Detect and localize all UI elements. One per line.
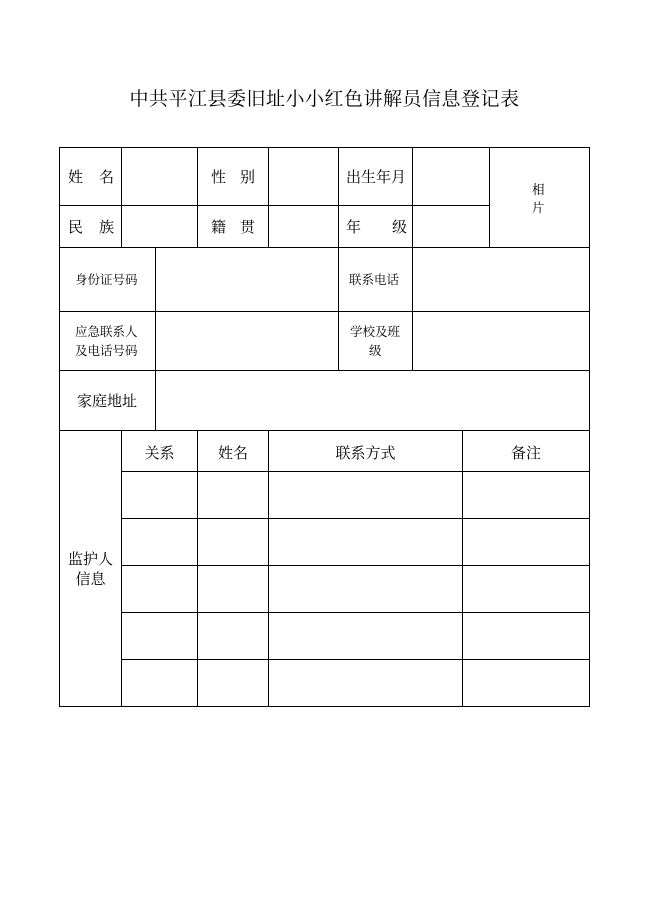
guardian-remarks-cell[interactable] <box>463 566 589 612</box>
home-address-label: 家庭地址 <box>77 392 138 410</box>
photo-label-1: 相 <box>532 182 545 197</box>
guardian-section-label-2: 信息 <box>75 570 106 588</box>
guardian-remarks-cell[interactable] <box>463 660 589 706</box>
guardian-contact-cell[interactable] <box>269 660 462 706</box>
phone-label: 联系电话 <box>349 272 400 287</box>
guardian-section-label <box>60 549 121 589</box>
form-title: 中共平江县委旧址小小红色讲解员信息登记表 <box>129 88 520 110</box>
emergency-contact-field[interactable] <box>156 312 338 370</box>
ethnicity-label-1: 民 <box>68 218 84 236</box>
guardian-relation-cell[interactable] <box>122 566 197 612</box>
guardian-name-cell[interactable] <box>198 472 268 518</box>
guardian-name-cell[interactable] <box>198 519 268 565</box>
school-class-label-1: 学校及班 <box>350 324 401 339</box>
phone-field[interactable] <box>413 248 589 311</box>
guardian-remarks-cell[interactable] <box>463 472 589 518</box>
school-class-field[interactable] <box>413 312 589 370</box>
id-number-label: 身份证号码 <box>75 272 138 287</box>
guardian-contact-cell[interactable] <box>269 519 462 565</box>
ethnicity-field[interactable] <box>122 206 197 247</box>
native-place-label-1: 籍 <box>211 218 227 236</box>
guardian-contact-cell[interactable] <box>269 566 462 612</box>
guardian-name-cell[interactable] <box>198 613 268 659</box>
gender-field[interactable] <box>269 148 338 205</box>
guardian-col-contact: 联系方式 <box>335 444 396 462</box>
guardian-name-cell[interactable] <box>198 566 268 612</box>
grade-label-2: 级 <box>392 218 408 236</box>
guardian-name-cell[interactable] <box>198 660 268 706</box>
school-class-label-2: 级 <box>369 343 382 358</box>
guardian-remarks-cell[interactable] <box>463 519 589 565</box>
birth-field[interactable] <box>413 148 489 205</box>
guardian-relation-cell[interactable] <box>122 519 197 565</box>
grade-label-1: 年 <box>346 218 362 236</box>
guardian-contact-cell[interactable] <box>269 613 462 659</box>
emergency-contact-label-2: 及电话号码 <box>75 343 138 358</box>
gender-label-1: 性 <box>211 168 227 186</box>
guardian-relation-cell[interactable] <box>122 660 197 706</box>
guardian-relation-cell[interactable] <box>122 613 197 659</box>
guardian-col-remarks: 备注 <box>510 444 541 462</box>
guardian-section-label-1: 监护人 <box>67 550 113 568</box>
home-address-field[interactable] <box>156 371 589 430</box>
gender-label-2: 别 <box>240 168 256 186</box>
ethnicity-label-2: 族 <box>99 218 115 236</box>
photo-label-2: 片 <box>532 200 545 215</box>
guardian-col-name: 姓名 <box>217 444 248 462</box>
native-place-field[interactable] <box>269 206 338 247</box>
guardian-remarks-cell[interactable] <box>463 613 589 659</box>
guardian-relation-cell[interactable] <box>122 472 197 518</box>
birth-label: 出生年月 <box>346 168 407 186</box>
name-label-2: 名 <box>99 168 115 186</box>
guardian-contact-cell[interactable] <box>269 472 462 518</box>
name-label-1: 姓 <box>68 168 84 186</box>
emergency-contact-label-1: 应急联系人 <box>75 324 138 339</box>
grade-field[interactable] <box>413 206 489 247</box>
name-field[interactable] <box>122 148 197 205</box>
native-place-label-2: 贯 <box>240 218 256 236</box>
id-number-field[interactable] <box>156 248 338 311</box>
guardian-col-relation: 关系 <box>144 444 175 462</box>
